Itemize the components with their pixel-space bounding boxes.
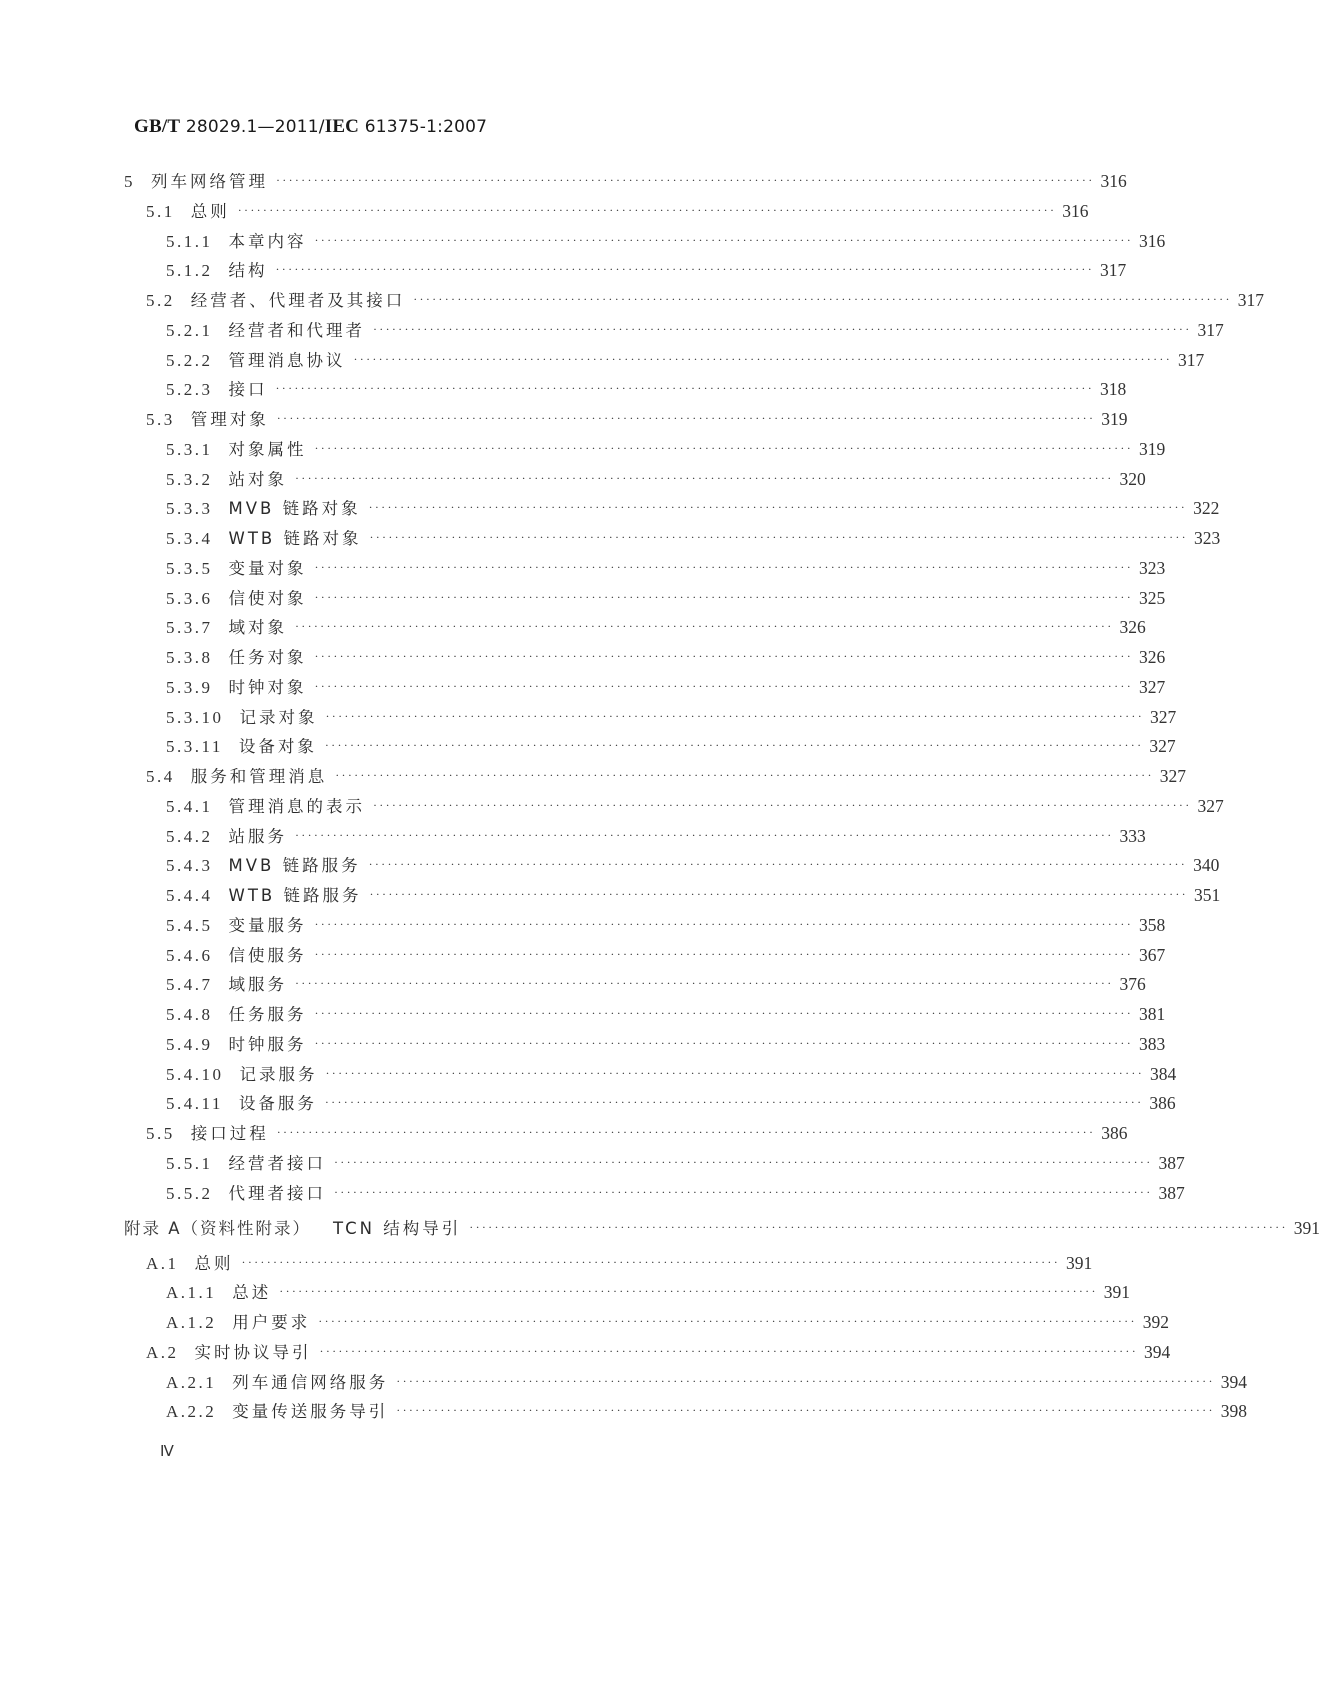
- document-header: [134, 116, 487, 138]
- toc-entry-page: 322: [1193, 498, 1220, 519]
- iec-prefix: IEC: [324, 116, 360, 137]
- dot-leader: ··································································································································: [314, 232, 1133, 247]
- toc-entry-page: 394: [1220, 1371, 1248, 1392]
- toc-entry-page: 316: [1062, 200, 1089, 221]
- toc-entry-page: 391: [1293, 1217, 1320, 1238]
- toc-entry-title: 列车网络管理: [151, 172, 268, 191]
- toc-entry-page: 317: [1100, 260, 1127, 281]
- toc-entry-title: 站服务: [228, 826, 287, 846]
- toc-entry-page: 317: [1237, 290, 1264, 310]
- toc-entry-number: 5.2.3: [166, 380, 213, 400]
- toc-entry-title: 结构: [228, 261, 268, 281]
- toc-entry[interactable]: [166, 347, 1205, 371]
- toc-entry-number: 5.2: [146, 291, 175, 310]
- dot-leader: ··································································································································: [314, 946, 1133, 961]
- dot-leader: ··································································································································: [314, 1035, 1133, 1050]
- toc-entry-page: 387: [1158, 1182, 1185, 1203]
- toc-entry-title: 本章内容: [228, 231, 307, 251]
- toc-entry-title: 总则: [194, 1253, 234, 1273]
- dot-leader: ··································································································································: [334, 1184, 1153, 1199]
- toc-entry-title: 管理消息协议: [228, 350, 346, 370]
- toc-entry[interactable]: [124, 1215, 1320, 1239]
- dot-leader: ··································································································································: [368, 500, 1188, 515]
- toc-entry[interactable]: [166, 644, 1166, 668]
- toc-entry[interactable]: [146, 1250, 1093, 1274]
- dot-leader: ··································································································································: [319, 1343, 1139, 1358]
- toc-entry-page: 392: [1142, 1312, 1170, 1332]
- toc-entry-page: 317: [1197, 319, 1224, 340]
- toc-entry[interactable]: [166, 1150, 1185, 1174]
- toc-entry[interactable]: [166, 1001, 1166, 1025]
- toc-entry-number: A.1.2: [166, 1313, 217, 1332]
- dot-leader: ··································································································································: [373, 321, 1192, 336]
- toc-entry-title: 用户要求: [232, 1313, 311, 1332]
- toc-entry-number: 5.2.2: [166, 350, 213, 370]
- toc-entry-number: 5.4.8: [166, 1005, 213, 1024]
- toc-entry[interactable]: [166, 1061, 1177, 1085]
- toc-entry-number: 5.3.9: [166, 677, 213, 697]
- toc-entry-number: 5.3.3: [166, 499, 213, 519]
- toc-entry-page: 327: [1159, 766, 1186, 786]
- toc-entry-title: 任务服务: [228, 1005, 307, 1024]
- footer-page-number: Ⅳ: [160, 1444, 173, 1460]
- toc-entry[interactable]: [166, 733, 1176, 757]
- toc-entry-number: 5: [124, 172, 135, 191]
- toc-entry-title: 经营者接口: [228, 1153, 326, 1173]
- toc-entry-number: 5.3.2: [166, 469, 213, 489]
- dot-leader: ··································································································································: [325, 1065, 1144, 1080]
- dot-leader: ··································································································································: [324, 738, 1144, 753]
- toc-entry[interactable]: [166, 1369, 1248, 1393]
- dot-leader: ··································································································································: [314, 678, 1133, 693]
- iec-number: 61375-1:2007: [364, 117, 488, 137]
- toc-entry-title: 设备服务: [238, 1094, 317, 1114]
- toc-entry-title: 域对象: [228, 618, 287, 638]
- toc-entry[interactable]: [166, 436, 1166, 460]
- toc-entry-title: MVB 链路服务: [228, 856, 361, 876]
- toc-entry[interactable]: [146, 1339, 1171, 1363]
- toc-entry-page: 391: [1103, 1282, 1131, 1303]
- toc-entry-title: 接口过程: [190, 1124, 269, 1143]
- dot-leader: ··································································································································: [314, 589, 1133, 604]
- toc-entry[interactable]: [166, 1309, 1170, 1333]
- toc-entry-number: 5.4.3: [166, 856, 213, 876]
- toc-entry-number: 5.1.1: [166, 231, 213, 251]
- toc-entry-title: 对象属性: [228, 439, 307, 459]
- toc-entry-page: 327: [1150, 706, 1177, 727]
- toc-entry-title: 变量对象: [228, 558, 307, 578]
- toc-entry-title: 经营者和代理者: [228, 320, 365, 340]
- toc-entry[interactable]: [166, 228, 1166, 252]
- toc-entry-number: A.1: [146, 1253, 179, 1273]
- toc-entry-number: 5.3.7: [166, 618, 213, 638]
- toc-entry-title: WTB 链路服务: [228, 886, 362, 905]
- dot-leader: ··································································································································: [275, 262, 1094, 277]
- toc-entry-number: A.2.2: [166, 1402, 217, 1422]
- toc-entry[interactable]: [166, 1398, 1248, 1422]
- toc-entry-page: 319: [1139, 438, 1166, 459]
- toc-entry-title: 设备对象: [238, 737, 317, 757]
- toc-entry[interactable]: [166, 674, 1166, 698]
- toc-entry-number: 附录 A（资料性附录）: [124, 1218, 312, 1238]
- toc-entry-number: 5.3.1: [166, 439, 213, 459]
- toc-entry-page: 323: [1139, 557, 1166, 578]
- toc-entry-number: 5.4.9: [166, 1034, 213, 1054]
- toc-entry-number: 5.3.4: [166, 529, 213, 548]
- toc-entry-title: 记录服务: [239, 1064, 318, 1084]
- dot-leader: ··································································································································: [276, 1125, 1096, 1139]
- dot-leader: ··································································································································: [314, 440, 1133, 455]
- dot-leader: ··································································································································: [324, 1095, 1144, 1110]
- toc-entry-title: 管理消息的表示: [228, 796, 365, 816]
- toc-entry-number: 5.4.10: [166, 1064, 224, 1084]
- dot-leader: ··································································································································: [334, 1154, 1153, 1169]
- toc-entry-page: 376: [1119, 974, 1146, 995]
- toc-entry[interactable]: [166, 525, 1221, 549]
- toc-entry-page: 381: [1139, 1004, 1166, 1024]
- toc-entry[interactable]: [166, 1180, 1185, 1204]
- toc-entry[interactable]: [146, 763, 1186, 787]
- toc-entry-page: 326: [1119, 617, 1146, 638]
- toc-entry-title: 时钟对象: [228, 677, 307, 697]
- toc-entry[interactable]: [166, 376, 1127, 400]
- toc-entry-number: 5.2.1: [166, 320, 213, 340]
- toc-entry-title: 实时协议导引: [194, 1342, 312, 1362]
- dot-leader: ··································································································································: [295, 619, 1114, 634]
- toc-entry[interactable]: [166, 704, 1177, 728]
- toc-entry-page: 386: [1149, 1093, 1176, 1114]
- toc-entry-number: 5.3.6: [166, 588, 213, 608]
- dot-leader: ··································································································································: [237, 202, 1057, 217]
- dot-leader: ··································································································································: [295, 470, 1114, 485]
- toc-entry-number: 5.4.1: [166, 796, 213, 816]
- dot-leader: ··································································································································: [325, 708, 1144, 723]
- toc-entry-page: 340: [1193, 855, 1220, 876]
- toc-entry-page: 326: [1139, 647, 1166, 667]
- toc-entry-title: TCN 结构导引: [333, 1218, 462, 1238]
- toc-entry-page: 384: [1150, 1063, 1177, 1084]
- toc-entry[interactable]: [146, 1120, 1128, 1144]
- toc-entry-title: 列车通信网络服务: [232, 1372, 389, 1392]
- toc-entry[interactable]: [146, 287, 1264, 311]
- toc-entry-page: 327: [1139, 676, 1166, 697]
- dot-leader: ··································································································································: [368, 857, 1188, 872]
- toc-entry-number: 5.5: [146, 1124, 175, 1143]
- toc-entry[interactable]: [166, 942, 1166, 966]
- toc-entry[interactable]: [146, 198, 1089, 222]
- toc-entry-page: 383: [1139, 1033, 1166, 1054]
- toc-entry[interactable]: [166, 555, 1166, 579]
- dot-leader: ··································································································································: [276, 173, 1095, 187]
- dot-leader: ··································································································································: [314, 559, 1133, 574]
- toc-entry[interactable]: [166, 466, 1146, 490]
- toc-entry-title: 时钟服务: [228, 1034, 307, 1054]
- standard-number: 28029.1—2011/: [185, 117, 325, 137]
- dot-leader: ··································································································································: [275, 381, 1094, 396]
- toc-entry-number: 5.5.1: [166, 1153, 213, 1173]
- toc-entry[interactable]: [166, 971, 1146, 995]
- toc-entry-title: 总则: [190, 201, 230, 221]
- toc-entry-page: 358: [1139, 914, 1166, 935]
- dot-leader: ··································································································································: [369, 887, 1188, 901]
- toc-entry[interactable]: [166, 257, 1127, 281]
- toc-entry[interactable]: [166, 882, 1221, 906]
- dot-leader: ··································································································································: [276, 411, 1096, 425]
- dot-leader: ··································································································································: [318, 1314, 1137, 1328]
- toc-entry[interactable]: [166, 1031, 1166, 1055]
- dot-leader: ··································································································································: [353, 351, 1172, 366]
- toc-entry-number: A.1.1: [166, 1283, 217, 1303]
- dot-leader: ··································································································································: [396, 1403, 1215, 1418]
- toc-entry-title: 变量传送服务导引: [232, 1402, 389, 1422]
- dot-leader: ··································································································································: [373, 797, 1192, 812]
- toc-entry-number: 5.3.10: [166, 707, 224, 727]
- toc-entry-title: 信使对象: [228, 588, 307, 608]
- toc-entry[interactable]: [166, 495, 1220, 519]
- toc-entry-page: 320: [1119, 468, 1146, 489]
- toc-entry-page: 323: [1193, 528, 1221, 548]
- toc-entry[interactable]: [166, 585, 1166, 609]
- toc-entry-title: 总述: [232, 1283, 272, 1303]
- toc-entry-page: 398: [1220, 1401, 1248, 1422]
- toc-entry-page: 316: [1139, 230, 1166, 251]
- toc-entry-title: MVB 链路对象: [228, 499, 361, 519]
- toc-entry-page: 333: [1119, 825, 1146, 846]
- toc-entry-number: 5.1: [146, 201, 175, 221]
- toc-entry-page: 351: [1193, 885, 1221, 905]
- toc-entry-page: 319: [1101, 409, 1128, 429]
- dot-leader: ··································································································································: [295, 976, 1114, 991]
- toc-entry-title: 代理者接口: [228, 1183, 326, 1203]
- dot-leader: ··································································································································: [413, 292, 1232, 306]
- toc-entry-number: 5.4.2: [166, 826, 213, 846]
- toc-entry-page: 327: [1197, 795, 1224, 816]
- toc-entry[interactable]: [146, 406, 1128, 430]
- toc-entry-title: WTB 链路对象: [228, 529, 362, 548]
- dot-leader: ··································································································································: [335, 768, 1154, 782]
- toc-entry-title: 任务对象: [228, 648, 307, 667]
- toc-entry[interactable]: [166, 614, 1146, 638]
- dot-leader: ··································································································································: [469, 1219, 1288, 1234]
- toc-entry-page: 394: [1144, 1341, 1171, 1362]
- dot-leader: ··································································································································: [369, 530, 1188, 544]
- toc-entry-number: 5.3: [146, 410, 175, 429]
- toc-entry-number: A.2.1: [166, 1372, 217, 1392]
- toc-entry[interactable]: [166, 852, 1220, 876]
- toc-entry-number: 5.1.2: [166, 261, 213, 281]
- toc-entry-number: 5.4: [146, 767, 175, 786]
- toc-entry-number: A.2: [146, 1342, 179, 1362]
- toc-entry-page: 367: [1139, 944, 1166, 965]
- dot-leader: ··································································································································: [314, 916, 1133, 931]
- dot-leader: ··································································································································: [314, 1006, 1133, 1020]
- toc-entry-title: 信使服务: [228, 945, 307, 965]
- toc-entry[interactable]: [166, 793, 1224, 817]
- toc-entry-title: 服务和管理消息: [190, 767, 328, 786]
- toc-entry[interactable]: [166, 1279, 1131, 1303]
- toc-entry-page: 318: [1100, 379, 1127, 400]
- toc-entry-page: 325: [1139, 587, 1166, 608]
- toc-entry-page: 391: [1066, 1252, 1093, 1273]
- toc-entry-number: 5.4.5: [166, 915, 213, 935]
- toc-entry-page: 317: [1178, 349, 1205, 370]
- toc-entry[interactable]: [166, 912, 1166, 936]
- toc-entry-title: 管理对象: [190, 410, 269, 429]
- dot-leader: ··································································································································: [396, 1373, 1215, 1388]
- toc-entry[interactable]: [166, 823, 1146, 847]
- toc-entry-title: 站对象: [228, 469, 287, 489]
- toc-entry-number: 5.4.4: [166, 886, 213, 905]
- toc-entry-number: 5.4.11: [166, 1094, 223, 1114]
- toc-entry[interactable]: [166, 1090, 1176, 1114]
- toc-entry-number: 5.4.6: [166, 945, 213, 965]
- toc-entry-title: 域服务: [228, 975, 287, 995]
- dot-leader: ··································································································································: [314, 649, 1133, 663]
- toc-entry-page: 327: [1149, 736, 1176, 757]
- dot-leader: ··································································································································: [279, 1284, 1098, 1299]
- toc-entry-page: 386: [1101, 1123, 1128, 1143]
- dot-leader: ··································································································································: [295, 827, 1114, 842]
- toc-entry-number: 5.5.2: [166, 1183, 213, 1203]
- dot-leader: ··································································································································: [241, 1254, 1061, 1269]
- toc-entry-number: 5.4.7: [166, 975, 213, 995]
- toc-entry[interactable]: [124, 168, 1127, 192]
- toc-entry-number: 5.3.5: [166, 558, 213, 578]
- toc-entry-number: 5.3.11: [166, 737, 223, 757]
- toc-entry-page: 387: [1158, 1152, 1185, 1173]
- standard-prefix: GB/T: [134, 116, 181, 137]
- toc-entry-title: 接口: [228, 380, 268, 400]
- toc-entry-number: 5.3.8: [166, 648, 213, 667]
- toc-entry-title: 变量服务: [228, 915, 307, 935]
- toc-entry-title: 经营者、代理者及其接口: [190, 291, 406, 310]
- toc-entry-page: 316: [1100, 171, 1127, 191]
- toc-entry[interactable]: [166, 317, 1224, 341]
- toc-entry-title: 记录对象: [239, 707, 318, 727]
